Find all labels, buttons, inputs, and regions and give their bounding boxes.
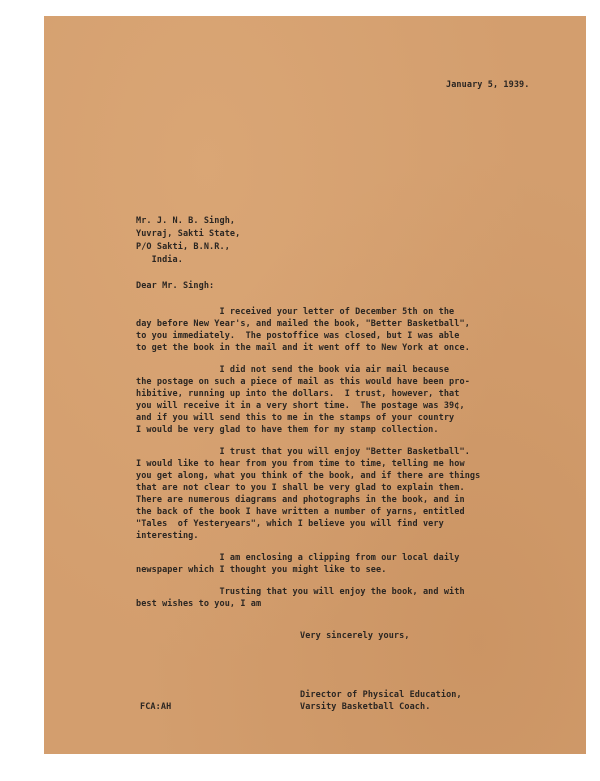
signature-title: Varsity Basketball Coach. — [300, 702, 431, 712]
letter-page — [44, 16, 586, 754]
address-line: Yuvraj, Sakti State, — [136, 229, 241, 239]
body-line: I trust that you will enjoy "Better Basketball". — [136, 447, 470, 457]
body-line: that are not clear to you I shall be very glad to explain them. — [136, 483, 465, 493]
body-line: I did not send the book via air mail because — [136, 365, 450, 375]
body-line: the postage on such a piece of mail as this would have been pro- — [136, 377, 470, 387]
salutation: Dear Mr. Singh: — [136, 281, 215, 291]
body-line: the back of the book I have written a number of yarns, entitled — [136, 507, 465, 517]
body-line: "Tales of Yesteryears", which I believe you will find very — [136, 519, 444, 529]
body-line: There are numerous diagrams and photographs in the book, and in — [136, 495, 465, 505]
closing: Very sincerely yours, — [300, 631, 410, 641]
body-line: I would like to hear from you from time to time, telling me how — [136, 459, 465, 469]
signature-title: Director of Physical Education, — [300, 690, 462, 700]
body-line: day before New Year's, and mailed the book, "Better Basketball", — [136, 319, 470, 329]
body-line: newspaper which I thought you might like to see. — [136, 565, 387, 575]
body-line: Trusting that you will enjoy the book, and with — [136, 587, 465, 597]
address-line: Mr. J. N. B. Singh, — [136, 216, 236, 226]
reference-initials: FCA:AH — [140, 702, 172, 712]
body-line: hibitive, running up into the dollars. I trust, however, that — [136, 389, 460, 399]
body-line: I would be very glad to have them for my stamp collection. — [136, 425, 439, 435]
body-line: you get along, what you think of the book, and if there are things — [136, 471, 481, 481]
letter-date: January 5, 1939. — [446, 80, 530, 90]
body-line: and if you will send this to me in the stamps of your country — [136, 413, 455, 423]
body-line: you will receive it in a very short time. The postage was 39¢, — [136, 401, 465, 411]
address-line: P/O Sakti, B.N.R., — [136, 242, 230, 252]
address-line: India. — [136, 255, 183, 265]
body-line: to you immediately. The postoffice was closed, but I was able — [136, 331, 460, 341]
body-line: best wishes to you, I am — [136, 599, 262, 609]
body-line: I received your letter of December 5th on the — [136, 307, 455, 317]
body-line: I am enclosing a clipping from our local daily — [136, 553, 460, 563]
body-line: to get the book in the mail and it went off to New York at once. — [136, 343, 470, 353]
body-line: interesting. — [136, 531, 199, 541]
